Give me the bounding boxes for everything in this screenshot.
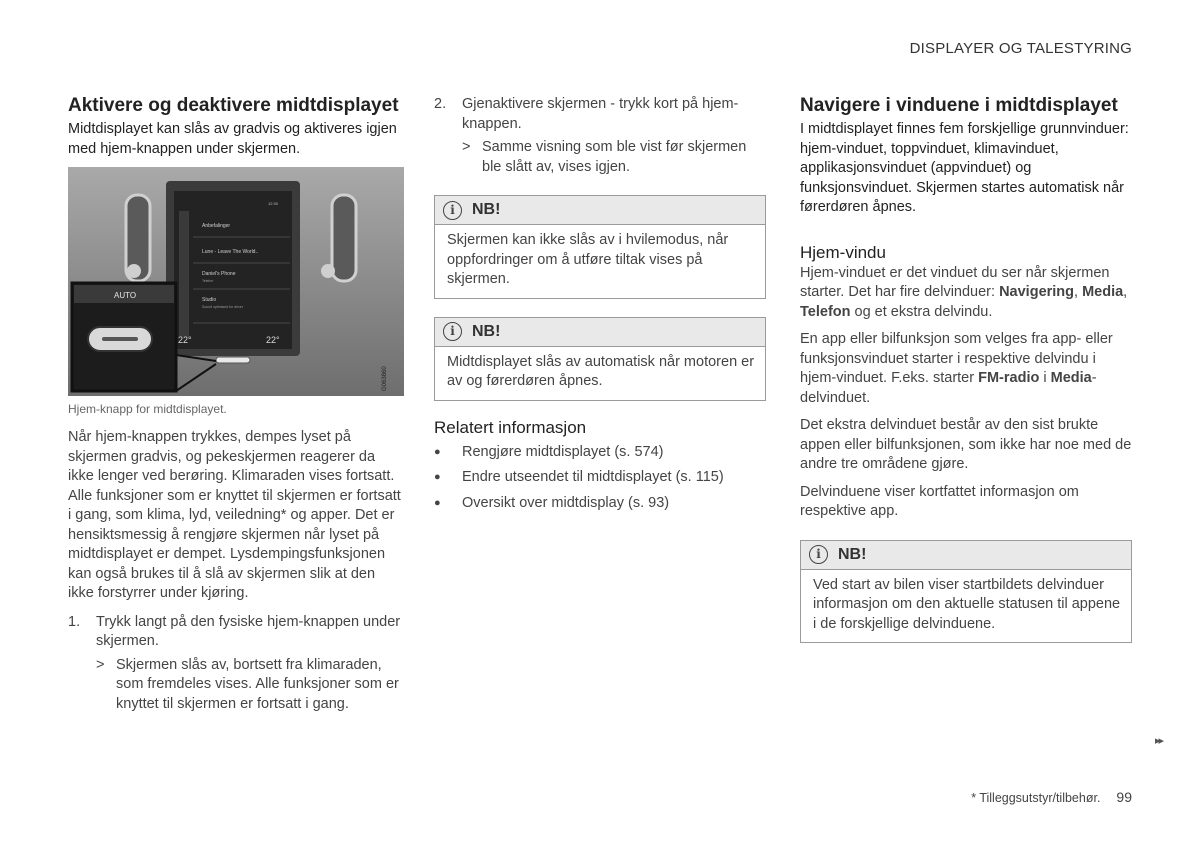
step-1 xyxy=(68,613,404,652)
result-marker: > xyxy=(96,656,105,673)
result-text: Skjermen slås av, bortsett fra klimaraden, som fremdeles vises. Alle funksjoner som er knyttet til skjermen er fortsatt i gang. xyxy=(116,656,399,712)
step-text: Gjenaktivere skjermen - trykk kort på hjem-knappen. xyxy=(462,96,739,132)
footnote: * Tilleggsutstyr/tilbehør. xyxy=(971,791,1101,805)
step-text: Trykk langt på den fysiske hjem-knappen under skjermen. xyxy=(96,613,401,649)
bullet-icon: ● xyxy=(434,496,441,509)
screen-temp-right: 22° xyxy=(266,335,280,345)
step-number: 2. xyxy=(434,96,447,112)
ref-telefon[interactable]: Telefon xyxy=(800,303,851,320)
related-title: Relatert informasjon xyxy=(434,417,587,437)
note-header xyxy=(435,318,765,347)
section-title: Navigere i vinduene i midtdisplayet xyxy=(800,95,1118,116)
screen-item-3: Daniel's Phone xyxy=(202,271,236,277)
paragraph-home-window: Hjem-vinduet er det vinduet du ser når skjermen starter. Det har fire delvinduer: Navigering, Media, Telefon og et ekstra delvindu. xyxy=(800,264,1128,320)
section-lead: I midtdisplayet finnes fem forskjellige grunnvinduer: hjem-vinduet, toppvinduet, klimavinduet, applikasjonsvinduet (appvinduet) og funksjonsvinduet. Skjermen startes automatisk når førerdøren åpnes. xyxy=(800,121,1129,215)
note-title: NB! xyxy=(472,322,501,340)
section-lead: Midtdisplayet kan slås av gradvis og aktiveres igjen med hjem-knappen under skjermen. xyxy=(68,121,397,157)
body-paragraph: Når hjem-knappen trykkes, dempes lyset på skjermen gradvis, og pekeskjermen reagerer da ikke lenger ved berøring. Klimaraden vises fortsatt. Alle funksjoner som er knyttet til skjermen er fortsatt i gang, som klima, lyd, veiledning* og apper. Det er hensiktsmessig å rengjøre skjermen når lyset på midtdisplayet er dempet. Lysdempingsfunksjonen kan også brukes til å slå av skjermen slik at den ikke forstyrrer under kjøring. xyxy=(68,429,401,601)
info-icon: i xyxy=(443,322,462,341)
note-title: NB! xyxy=(472,201,501,218)
result-marker: > xyxy=(462,139,471,155)
note-text: Midtdisplayet slås av automatisk når motoren er av og førerdøren åpnes. xyxy=(447,353,755,389)
related-link[interactable]: ● Rengjøre midtdisplayet (s. 574) xyxy=(434,443,766,463)
paragraph-extra-window: Det ekstra delvinduet består av den sist brukte appen eller bilfunksjonen, som ikke har noe med de andre tre områdene gjøre. xyxy=(800,417,1132,472)
home-button-photo xyxy=(68,167,404,396)
inset-auto-label: AUTO xyxy=(114,291,137,300)
related-link[interactable]: ● Oversikt over midtdisplay (s. 93) xyxy=(434,494,766,514)
bullet-icon: ● xyxy=(434,445,441,458)
step-2 xyxy=(434,95,766,134)
bullet-icon: ● xyxy=(434,471,441,483)
dashboard-illustration xyxy=(68,167,404,396)
step-number: 1. xyxy=(68,613,81,630)
subsection-title: Hjem-vindu xyxy=(800,242,886,262)
note-box-2 xyxy=(434,317,766,401)
note-header xyxy=(435,196,765,225)
ref-media[interactable]: Media xyxy=(1082,284,1124,300)
footer xyxy=(971,789,1132,805)
column-3 xyxy=(800,94,1132,643)
section-title: Aktivere og deaktivere midtdisplayet xyxy=(68,95,399,116)
related-list xyxy=(434,443,766,514)
column-1 xyxy=(68,94,404,714)
related-link[interactable]: ● Endre utseendet til midtdisplayet (s. 115) xyxy=(434,468,766,488)
result-text: Samme visning som ble vist før skjermen ble slått av, vises igjen. xyxy=(482,139,747,175)
ref-navigering[interactable]: Navigering xyxy=(999,284,1075,300)
running-header: DISPLAYER OG TALESTYRING xyxy=(909,40,1132,57)
screen-temp-left: 22° xyxy=(178,335,192,345)
image-ref-code: G063860 xyxy=(382,366,388,391)
screen-time: 12:30 xyxy=(268,201,279,206)
note-box-1 xyxy=(434,195,766,299)
note-box-3 xyxy=(800,540,1132,644)
info-icon: i xyxy=(809,545,828,564)
screen-item-3-sub: Telefon xyxy=(202,279,214,283)
screen-item-4-sub: Sound optimised for driver xyxy=(202,305,243,309)
step-1-result xyxy=(68,656,404,715)
home-button xyxy=(216,357,250,363)
note-title: NB! xyxy=(838,545,867,563)
screen-item-2: Lune - Leave The World.. xyxy=(202,249,259,255)
continue-arrows-icon: ▸▸ xyxy=(1154,735,1162,747)
note-text: Skjermen kan ikke slås av i hvilemodus, når oppfordringer om å utføre tiltak vises på skjermen. xyxy=(447,232,729,287)
paragraph-app-start: En app eller bilfunksjon som velges fra app- eller funksjonsvinduet starter i respektive delvindu i hjem-vinduet. F.eks. starter FM-radio i Media-delvinduet. xyxy=(800,331,1113,406)
note-text: Ved start av bilen viser startbildets delvinduer informasjon om den aktuelle statusen til appene i de forskjellige delvinduene. xyxy=(813,576,1121,632)
info-icon: i xyxy=(443,201,462,220)
screen-item-4: Studio xyxy=(202,297,217,303)
page-number: 99 xyxy=(1116,789,1132,805)
screen-item-1: Anbefalinger xyxy=(202,223,231,229)
image-caption: Hjem-knapp for midtdisplayet. xyxy=(68,402,227,416)
column-2 xyxy=(434,95,766,519)
ref-fm-radio[interactable]: FM-radio xyxy=(978,370,1040,386)
paragraph-summary: Delvinduene viser kortfattet informasjon om respektive app. xyxy=(800,483,1079,519)
note-header xyxy=(801,541,1131,570)
ref-media[interactable]: Media xyxy=(1050,370,1092,386)
step-2-result xyxy=(434,138,766,177)
